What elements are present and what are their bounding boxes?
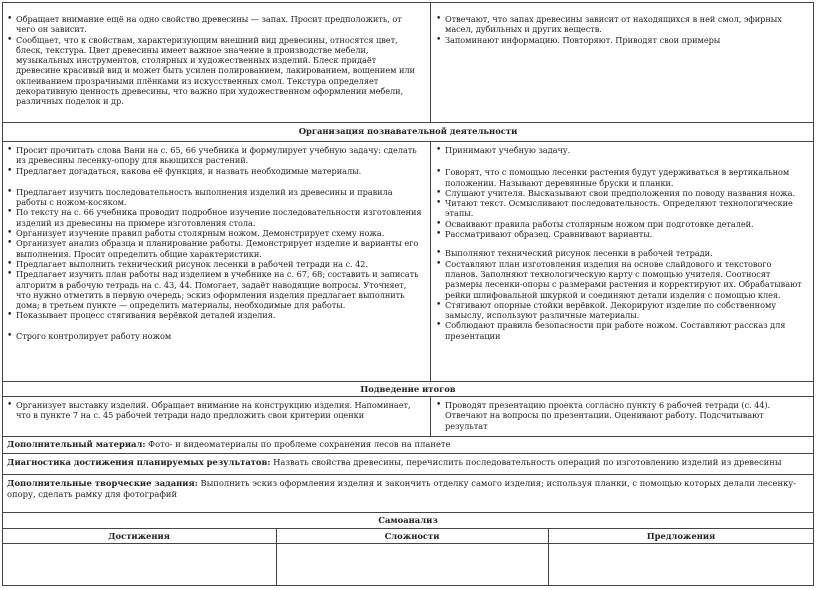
diagnostics-label: Диагностика достижения планируемых результатов: [7,457,271,467]
table-border [2,2,3,585]
list-item: • Обращает внимание ещё на одно свойство древесины — запах. Просит предположить, от чего он зависит. [7,14,423,35]
row-divider [2,381,814,382]
list-item: • Выполняют технический рисунок лесенки в рабочей тетради. [436,248,806,258]
list-item: • Говорят, что с помощью лесенки растения будут удерживаться в вертикальном положении. Называют деревянные бруски и планки. [436,167,806,188]
list-item: • Показывает процесс стягивания верёвкой деталей изделия. [7,310,423,320]
list-item: • Запоминают информацию. Повторяют. Приводят свои примеры [436,35,806,45]
table-border [813,2,814,585]
column-divider [430,396,431,436]
table-border [2,585,814,586]
column-divider [430,2,431,122]
list-item: • Предлагает изучить последовательность выполнения изделий из древесины и правила работы с ножом-косяком. [7,187,423,208]
row-divider [2,528,814,529]
list-item: • Принимают учебную задачу. [436,145,806,155]
list-item: • Строго контролирует работу ножом [7,331,423,341]
list-item: • Отвечают, что запах древесины зависит от находящихся в ней смол, эфирных масел, дубильных и других веществ. [436,14,806,35]
column-header-difficulties: Сложности [384,531,440,541]
teacher-activity-intro [7,14,423,107]
student-activity-cognitive [436,145,806,341]
teacher-activity-cognitive [7,145,423,341]
additional-material-row [7,439,807,450]
teacher-activity-summary [7,400,423,421]
list-item: • Рассматривают образец. Сравнивают варианты. [436,229,806,239]
list-item: • Организует изучение правил работы столярным ножом. Демонстрирует схему ножа. [7,228,423,238]
column-header-suggestions: Предложения [646,531,716,541]
section-title-cognitive: Организация познавательной деятельности [298,126,518,136]
list-item: • Слушают учителя. Высказывают свои предположения по поводу названия ножа. [436,188,806,198]
row-divider [2,122,814,123]
row-divider [2,453,814,454]
row-divider [2,436,814,437]
creative-tasks-row [7,478,807,499]
student-activity-summary [436,400,806,431]
list-item: • По тексту на с. 66 учебника проводит подробное изучение последовательности изготовления изделий из древесины на примере изготовления стола. [7,207,423,228]
list-item: • Сообщает, что к свойствам, характеризующим внешний вид древесины, относятся цвет, блеск, текстура. Цвет древесины имеет важное значение в производстве мебели, музыкальных инструментов, столярных и художественных изделий. Блеск придаёт древесине красивый вид и может быть усилен полированием, лакированием, вощением или оклеиванием прозрачными плёнками из искусственных смол. Текстура определяет декоративную ценность древесины, что важно при художественном оформлении мебели, различных поделок и др. [7,35,423,107]
list-item: • Предлагает изучить план работы над изделием в учебнике на с. 67, 68; составить и записать алгоритм в рабочую тетрадь на с. 43, 44. Помогает, задаёт наводящие вопросы. Уточняет, что нужно отметить в первую очередь; эскиз оформления изделия предлагает выполнить дома; в третьем пункте — определить материалы, необходимые для работы. [7,269,423,310]
creative-tasks-label: Дополнительные творческие задания: [7,478,198,488]
list-item: • Осваивают правила работы столярным ножом при подготовке деталей. [436,219,806,229]
list-item: • Предлагает догадаться, какова её функция, и назвать необходимые материалы. [7,166,423,176]
list-item: • Составляют план изготовления изделия на основе слайдового и текстового планов. Заполняют технологическую карту с помощью учителя. Соотносят размеры лесенки-опоры с размерами растения и корректируют их. Обрабатывают рейки шлифовальной шкуркой и соединяют детали изделия с помощью клея. [436,259,806,300]
row-divider [2,396,814,397]
diagnostics-row [7,457,807,468]
list-item: • Организует анализ образца и планирование работы. Демонстрирует изделие и варианты его выполнения. Просит определить общие характеристики. [7,238,423,259]
row-divider [2,543,814,544]
list-item: • Просит прочитать слова Вани на с. 65, 66 учебника и формулирует учебную задачу: сделать из древесины лесенку-опору для вьющихся растений. [7,145,423,166]
row-divider [2,512,814,513]
list-item: • Проводят презентацию проекта согласно пункту 6 рабочей тетради (с. 44). Отвечают на вопросы по презентации. Оценивают работу. Подсчитывают результат [436,400,806,431]
list-item: • Соблюдают правила безопасности при работе ножом. Составляют рассказ для презентации [436,320,806,341]
list-item: • Предлагает выполнить технический рисунок лесенки в рабочей тетради на с. 42. [7,259,423,269]
list-item: • Стягивают опорные стойки верёвкой. Декорируют изделие по собственному замыслу, используют различные материалы. [436,300,806,321]
self-analysis-title: Самоанализ [378,515,438,525]
row-divider [2,474,814,475]
additional-material-label: Дополнительный материал: [7,439,146,449]
column-divider [430,141,431,381]
list-item: • Читают текст. Осмысливают последовательность. Определяют технологические этапы. [436,198,806,219]
additional-material-text: Фото- и видеоматериалы по проблеме сохранения лесов на планете [145,439,451,449]
table-border [2,2,814,3]
creative-tasks-text: Выполнить эскиз оформления изделия и закончить отделку самого изделия; используя планки, с помощью которых делали лесенку-опору, сделать рамку для фотографий [7,478,797,499]
list-item: • Организует выставку изделий. Обращает внимание на конструкцию изделия. Напоминает, что в пункте 7 на с. 45 рабочей тетради надо предложить свои критерии оценки [7,400,423,421]
column-header-achievements: Достижения [108,531,170,541]
diagnostics-text: Назвать свойства древесины, перечислить последовательность операций по изготовлению изделий из древесины [270,457,782,467]
section-title-summary: Подведение итогов [360,384,456,394]
lesson-plan-table [2,2,814,588]
student-activity-intro [436,14,806,45]
row-divider [2,141,814,142]
